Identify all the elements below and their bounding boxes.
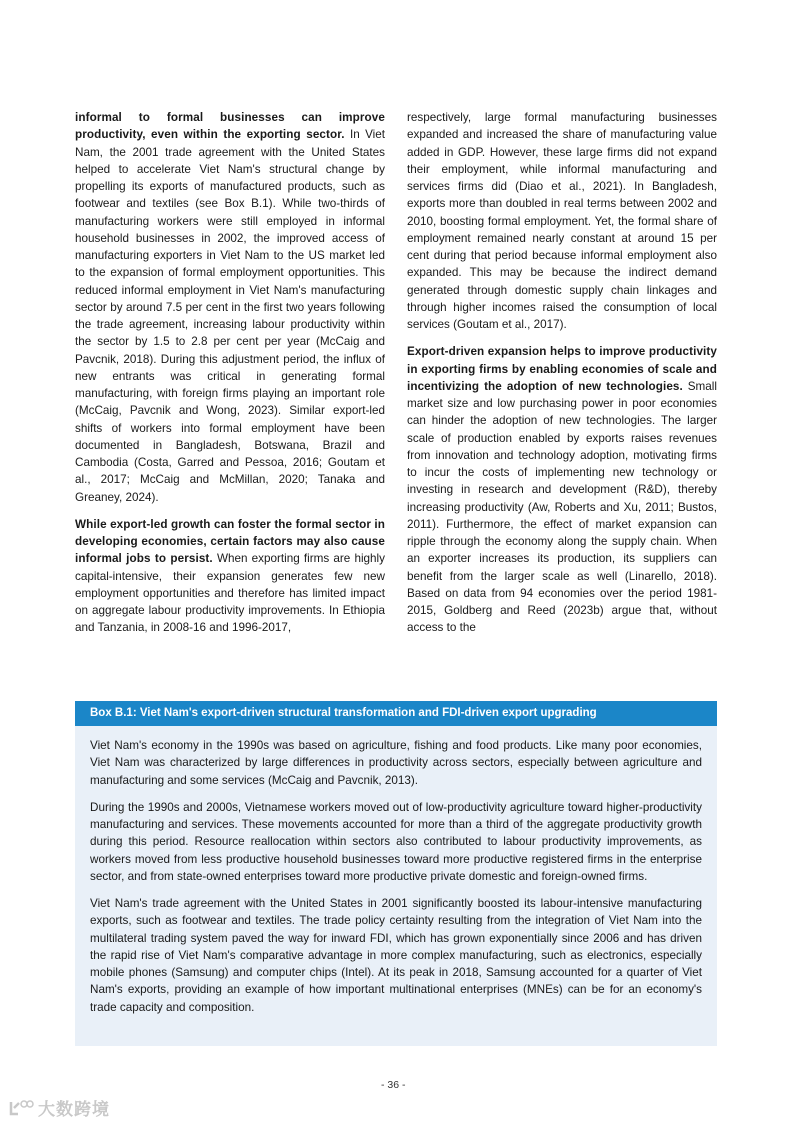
paragraph-text: In Viet Nam, the 2001 trade agreement with the United States helped to accelerate Viet Nam's structural change by propelling its exports of manufactured products, such as footwear and textiles (see Box B.1). While two-thirds of manufacturing workers were still employed in informal household businesses in 2002, the improved access of manufacturing exporters in Viet Nam to the US market led to the expansion of formal employment opportunities. This reduced informal employment in Viet Nam's manufacturing sector by around 7.5 per cent in the first two years following the trade agreement, increasing labour productivity within the sector by 1.5 to 2.8 per cent per year (McCaig and Pavcnik, 2018). During this adjustment period, the influx of new entrants was critical in generating formal manufacturing, with foreign firms playing an important role (McCaig, Pavcnik and Wong, 2023). Similar export-led shifts of workers into formal employment have been documented in Bangladesh, Botswana, Brazil and Cambodia (Costa, Garred and Pessoa, 2016; Goutam et al., 2017; McCaig and McMillan, 2020; Tanaka and Greaney, 2024). <box>75 128 385 504</box>
left-column <box>75 109 385 647</box>
paragraph-text: When exporting firms are highly capital-intensive, their expansion generates few new employment opportunities and therefore has limited impact on aggregate labour productivity improvements. In Ethiopia and Tanzania, in 2008-16 and 1996-2017, <box>75 552 385 635</box>
watermark <box>8 1095 110 1120</box>
box-paragraph: During the 1990s and 2000s, Vietnamese workers moved out of low-productivity agriculture toward higher-productivity manufacturing and services. These movements accounted for more than a third of the aggregate productivity growth during this period. Resource reallocation within sectors also contributed to labour productivity improvements, as workers moved from less productive household businesses toward more productive registered firms in the enterprise sector, and from state-owned enterprises toward more productive private domestic and foreign-owned firms. <box>90 800 702 883</box>
right-column <box>407 109 717 647</box>
box-paragraph: Viet Nam's economy in the 1990s was based on agriculture, fishing and food products. Like many poor economies, Viet Nam was characterized by large differences in productivity across sectors, especially between agriculture and manufacturing and some services (McCaig and Pavcnik, 2013). <box>90 739 702 787</box>
paragraph-lead: informal to formal businesses can improve productivity, even within the exporting sector. <box>75 111 385 142</box>
box-paragraph: Viet Nam's trade agreement with the United States in 2001 significantly boosted its labour-intensive manufacturing exports, such as footwear and textiles. The trade policy certainty resulting from the integration of Viet Nam into the multilateral trading system paved the way for inward FDI, which has grown exponentially since 2006 and has driven the rapid rise of Viet Nam's comparative advantage in more complex manufacturing, such as electronics, especially mobile phones (Samsung) and computer chips (Intel). At its peak in 2018, Samsung accounted for a quarter of Viet Nam's exports, providing an example of how important multinational enterprises (MNEs) can be for an economy's trade capacity and composition. <box>90 897 702 1014</box>
paragraph <box>75 516 385 637</box>
watermark-logo-icon <box>8 1099 34 1117</box>
paragraph-lead: Export-driven expansion helps to improve productivity in exporting firms by enabling economies of scale and incentivizing the adoption of new technologies. <box>407 345 717 393</box>
paragraph <box>407 109 717 333</box>
paragraph-text: Small market size and low purchasing power in poor economies can hinder the adoption of new technologies. The larger scale of production enabled by exports raises revenues from innovation and technology adoption, motivating firms to incur the costs of implementing new technology or investing in research and development (R&D), thereby increasing productivity (Aw, Roberts and Xu, 2011; Bustos, 2011). Furthermore, the effect of market expansion can ripple through the economy along the supply chain. When an exporter increases its production, its suppliers can benefit from the larger scale as well (Linarello, 2018). Based on data from 94 economies over the period 1981-2015, Goldberg and Reed (2023b) argue that, without access to the <box>407 379 717 635</box>
box-title: Box B.1: Viet Nam's export-driven structural transformation and FDI-driven export upgrading <box>75 701 717 726</box>
box-b1 <box>75 701 717 1046</box>
paragraph-text: respectively, large formal manufacturing businesses expanded and increased the share of manufacturing value added in GDP. However, these large firms did not expand their employment, while informal manufacturing and services firms did (Diao et al., 2021). In Bangladesh, exports more than doubled in real terms between 2002 and 2010, boosting formal employment. Yet, the formal share of employment remained nearly constant at around 15 per cent during that period because informal employment also expanded. This may be because the indirect demand generated through domestic supply chain linkages and through higher incomes raised the consumption of local services (Goutam et al., 2017). <box>407 111 717 331</box>
paragraph-lead: While export-led growth can foster the formal sector in developing economies, certain factors may also cause informal jobs to persist. <box>75 517 385 566</box>
paragraph <box>407 343 717 636</box>
paragraph <box>75 109 385 506</box>
page-number: - 36 - <box>381 1079 406 1091</box>
box-body <box>75 726 717 1016</box>
watermark-text: 大数跨境 <box>38 1100 110 1119</box>
